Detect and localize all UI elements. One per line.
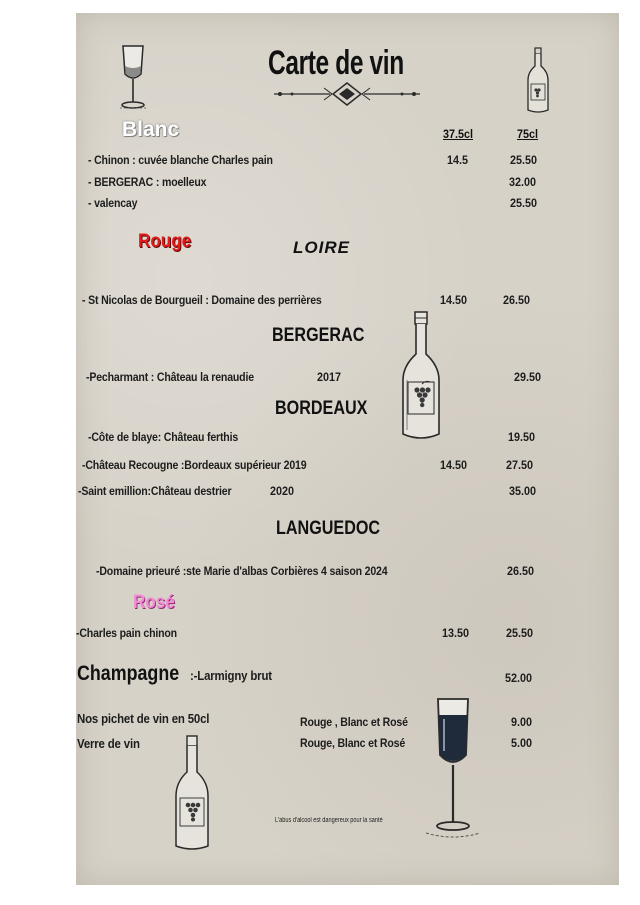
rouge-item-price-large: 27.50 — [506, 458, 534, 472]
verre-desc: Rouge, Blanc et Rosé — [300, 736, 406, 750]
blanc-item-name: - Chinon : cuvée blanche Charles pain — [88, 153, 273, 167]
blanc-item-price-large: 25.50 — [510, 196, 538, 210]
region-languedoc: LANGUEDOC — [276, 518, 381, 539]
grape-bottle-icon — [398, 310, 444, 444]
rouge-item-price-small: 14.50 — [440, 293, 468, 307]
rouge-item-name: -Saint emillion:Château destrier — [78, 484, 232, 498]
rose-item-name: -Charles pain chinon — [76, 626, 177, 640]
region-bergerac: BERGERAC — [272, 325, 365, 346]
rouge-item-price-large: 26.50 — [503, 293, 531, 307]
grape-bottle-icon — [172, 734, 212, 854]
rouge-item-year: 2020 — [270, 484, 295, 498]
rose-item-price-large: 25.50 — [506, 626, 534, 640]
menu-page — [76, 13, 619, 885]
blanc-item-name: - BERGERAC : moelleux — [88, 175, 207, 189]
blanc-item-name: - valencay — [88, 196, 138, 210]
rouge-item-name: -Pecharmant : Château la renaudie — [86, 370, 254, 384]
ornament-divider-icon — [272, 82, 422, 106]
header-37-5cl: 37.5cl — [443, 127, 474, 141]
section-rose-label: Rosé — [133, 592, 175, 613]
rose-item-price-small: 13.50 — [442, 626, 470, 640]
rouge-item-name: -Domaine prieuré :ste Marie d'albas Corbières 4 saison 2024 — [96, 564, 388, 578]
blanc-item-price-large: 32.00 — [509, 175, 537, 189]
pichet-price: 9.00 — [511, 715, 533, 729]
verre-label: Verre de vin — [77, 736, 140, 751]
rouge-item-price-large: 35.00 — [509, 484, 537, 498]
header-75cl: 75cl — [517, 127, 539, 141]
menu-title: Carte de vin — [268, 44, 404, 82]
rouge-item-price-large: 26.50 — [507, 564, 535, 578]
rouge-item-name: - St Nicolas de Bourgueil : Domaine des perrières — [82, 293, 322, 307]
wine-glass-icon — [116, 44, 150, 112]
wine-bottle-icon — [524, 46, 552, 116]
blanc-item-price-large: 25.50 — [510, 153, 538, 167]
champagne-name: :-Larmigny brut — [190, 668, 272, 683]
rouge-item-year: 2017 — [317, 370, 342, 384]
tall-wine-glass-icon — [420, 695, 486, 845]
blanc-item-price-small: 14.5 — [447, 153, 469, 167]
region-bordeaux: BORDEAUX — [275, 398, 368, 419]
pichet-desc: Rouge , Blanc et Rosé — [300, 715, 408, 729]
rouge-item-price-small: 14.50 — [440, 458, 468, 472]
section-rouge-label: Rouge — [138, 231, 192, 252]
rouge-item-price-large: 19.50 — [508, 430, 536, 444]
champagne-price: 52.00 — [505, 671, 533, 685]
region-loire: LOIRE — [293, 238, 350, 257]
rouge-item-price-large: 29.50 — [514, 370, 542, 384]
section-blanc-label: Blanc — [122, 118, 180, 141]
rouge-item-name: -Côte de blaye: Château ferthis — [88, 430, 239, 444]
verre-price: 5.00 — [511, 736, 533, 750]
rouge-item-name: -Château Recougne :Bordeaux supérieur 2019 — [82, 458, 307, 472]
champagne-label: Champagne — [77, 662, 180, 685]
alcohol-warning: L'abus d'alcool est dangereux pour la santé — [275, 817, 383, 824]
pichet-label: Nos pichet de vin en 50cl — [77, 711, 210, 726]
